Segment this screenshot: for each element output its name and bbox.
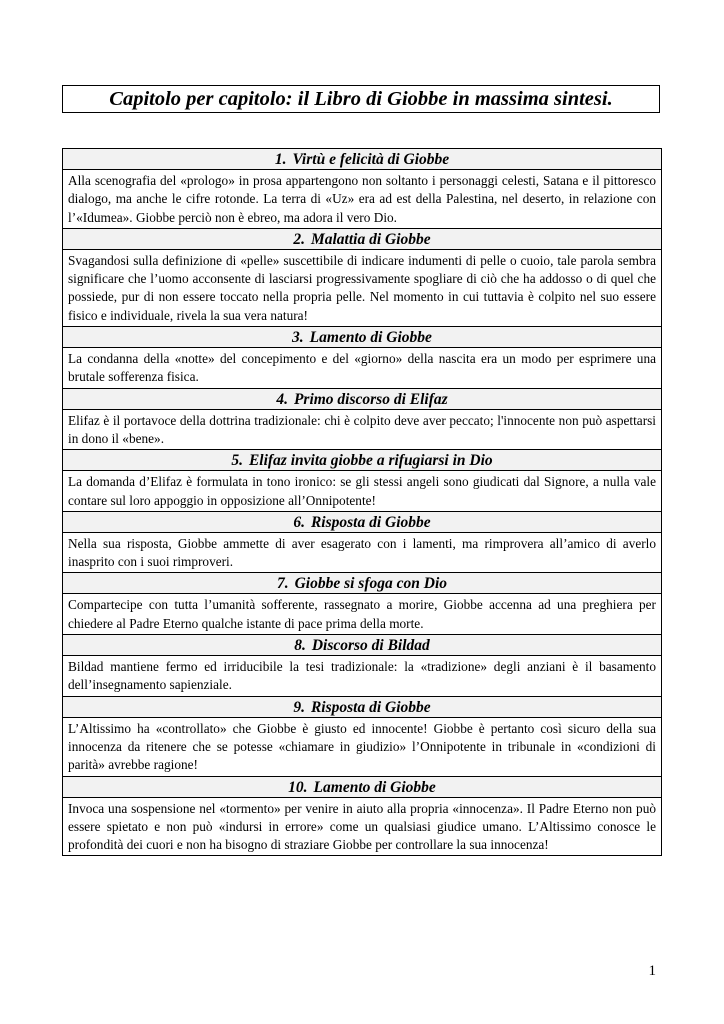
section-text: Bildad mantiene fermo ed irriducibile la tesi tradizionale: la «tradizione» degli anziani è il basamento dell’insegnamento sapienziale. <box>63 656 661 697</box>
section-9 <box>63 697 661 777</box>
section-heading <box>63 635 661 656</box>
section-heading <box>63 777 661 798</box>
section-heading <box>63 389 661 410</box>
section-heading <box>63 149 661 170</box>
document-title: Capitolo per capitolo: il Libro di Giobbe in massima sintesi. <box>62 85 660 113</box>
section-text: Nella sua risposta, Giobbe ammette di aver esagerato con i lamenti, ma rimprovera all’amico di averlo inasprito con i suoi rimproveri. <box>63 533 661 574</box>
section-number: 8. <box>294 637 306 655</box>
section-text: La condanna della «notte» del concepimento e del «giorno» della nascita era un modo per esprimere una brutale sofferenza fisica. <box>63 348 661 389</box>
section-heading-text: Discorso di Bildad <box>311 637 430 655</box>
section-number: 1. <box>274 151 287 168</box>
section-number: 10. <box>288 778 308 796</box>
section-heading <box>63 229 661 250</box>
section-heading <box>63 573 661 594</box>
section-number: 6. <box>293 513 305 531</box>
section-number: 9. <box>293 698 305 716</box>
section-number: 3. <box>292 329 304 347</box>
section-text: Elifaz è il portavoce della dottrina tradizionale: chi è colpito deve aver peccato; l'innocente non può aspettarsi in dono il «bene». <box>63 410 661 451</box>
section-5 <box>63 450 661 512</box>
section-text: Alla scenografia del «prologo» in prosa appartengono non soltanto i personaggi celesti, Satana e il pittoresco dialogo, ma anche le cifre rotonde. La terra di «Uz» era ad est della Palestina, nel deserto, in relazione con l’«Idumea». Giobbe perciò non è ebreo, ma adora il vero Dio. <box>63 170 661 229</box>
page-number: 1 <box>648 963 656 979</box>
section-heading-text: Malattia di Giobbe <box>310 230 431 248</box>
section-heading-text: Virtù e felicità di Giobbe <box>292 151 450 168</box>
section-heading <box>63 697 661 718</box>
section-text: La domanda d’Elifaz è formulata in tono ironico: se gli stessi angeli sono giudicati dal Signore, a nulla vale contare sul loro appoggio in opposizione all’Onnipotente! <box>63 471 661 512</box>
section-heading-text: Lamento di Giobbe <box>313 778 436 796</box>
section-heading-text: Risposta di Giobbe <box>310 513 431 531</box>
section-number: 2. <box>293 230 305 248</box>
section-text: Invoca una sospensione nel «tormento» per venire in aiuto alla propria «innocenza». Il Padre Eterno non può essere spietato e non può «indursi in errore» come un qualsiasi giudice umano. L’Altissimo conosce le profondità dei cuori e non ha bisogno di straziare Giobbe per controllare la sua innocenza! <box>68 800 656 853</box>
section-heading-text: Risposta di Giobbe <box>310 698 431 716</box>
section-number: 5. <box>231 452 243 470</box>
section-number: 7. <box>276 575 289 593</box>
section-number: 4. <box>276 390 288 408</box>
section-heading <box>63 512 661 533</box>
section-4 <box>63 389 661 451</box>
section-text: Svagandosi sulla definizione di «pelle» suscettibile di indicare indumenti di pelle o cuoio, tale parola sembra significare che l’uomo acconsente di lasciarsi progressivamente spogliare di ciò che ha addosso o di quel che possiede, pur di non essere toccato nella propria pelle. Nel momento in cui tuttavia è colpito nel suo essere fisico e individuale, rivela la sua vera natura! <box>63 250 661 327</box>
section-7 <box>63 573 661 635</box>
section-10 <box>63 777 661 856</box>
section-heading-text: Elifaz invita giobbe a rifugiarsi in Dio <box>248 452 493 470</box>
section-heading-text: Giobbe si sfoga con Dio <box>294 575 448 593</box>
section-heading <box>63 327 661 348</box>
section-text: L’Altissimo ha «controllato» che Giobbe è giusto ed innocente! Giobbe è pertanto così sicuro della sua innocenza da ritenere che se potesse «chiamare in giudizio» l’Onnipotente in tribunale in «condizioni di parità» avrebbe ragione! <box>63 718 661 777</box>
section-heading-text: Primo discorso di Elifaz <box>293 390 448 408</box>
section-2 <box>63 229 661 327</box>
section-heading <box>63 450 661 471</box>
sections-table <box>62 148 662 856</box>
section-heading-text: Lamento di Giobbe <box>309 329 432 347</box>
section-text: Compartecipe con tutta l’umanità sofferente, rassegnato a morire, Giobbe accenna ad una preghiera per chiedere al Padre Eterno qualche istante di pace prima della morte. <box>63 594 661 635</box>
section-1 <box>63 149 661 229</box>
section-8 <box>63 635 661 697</box>
section-3 <box>63 327 661 389</box>
section-6 <box>63 512 661 574</box>
